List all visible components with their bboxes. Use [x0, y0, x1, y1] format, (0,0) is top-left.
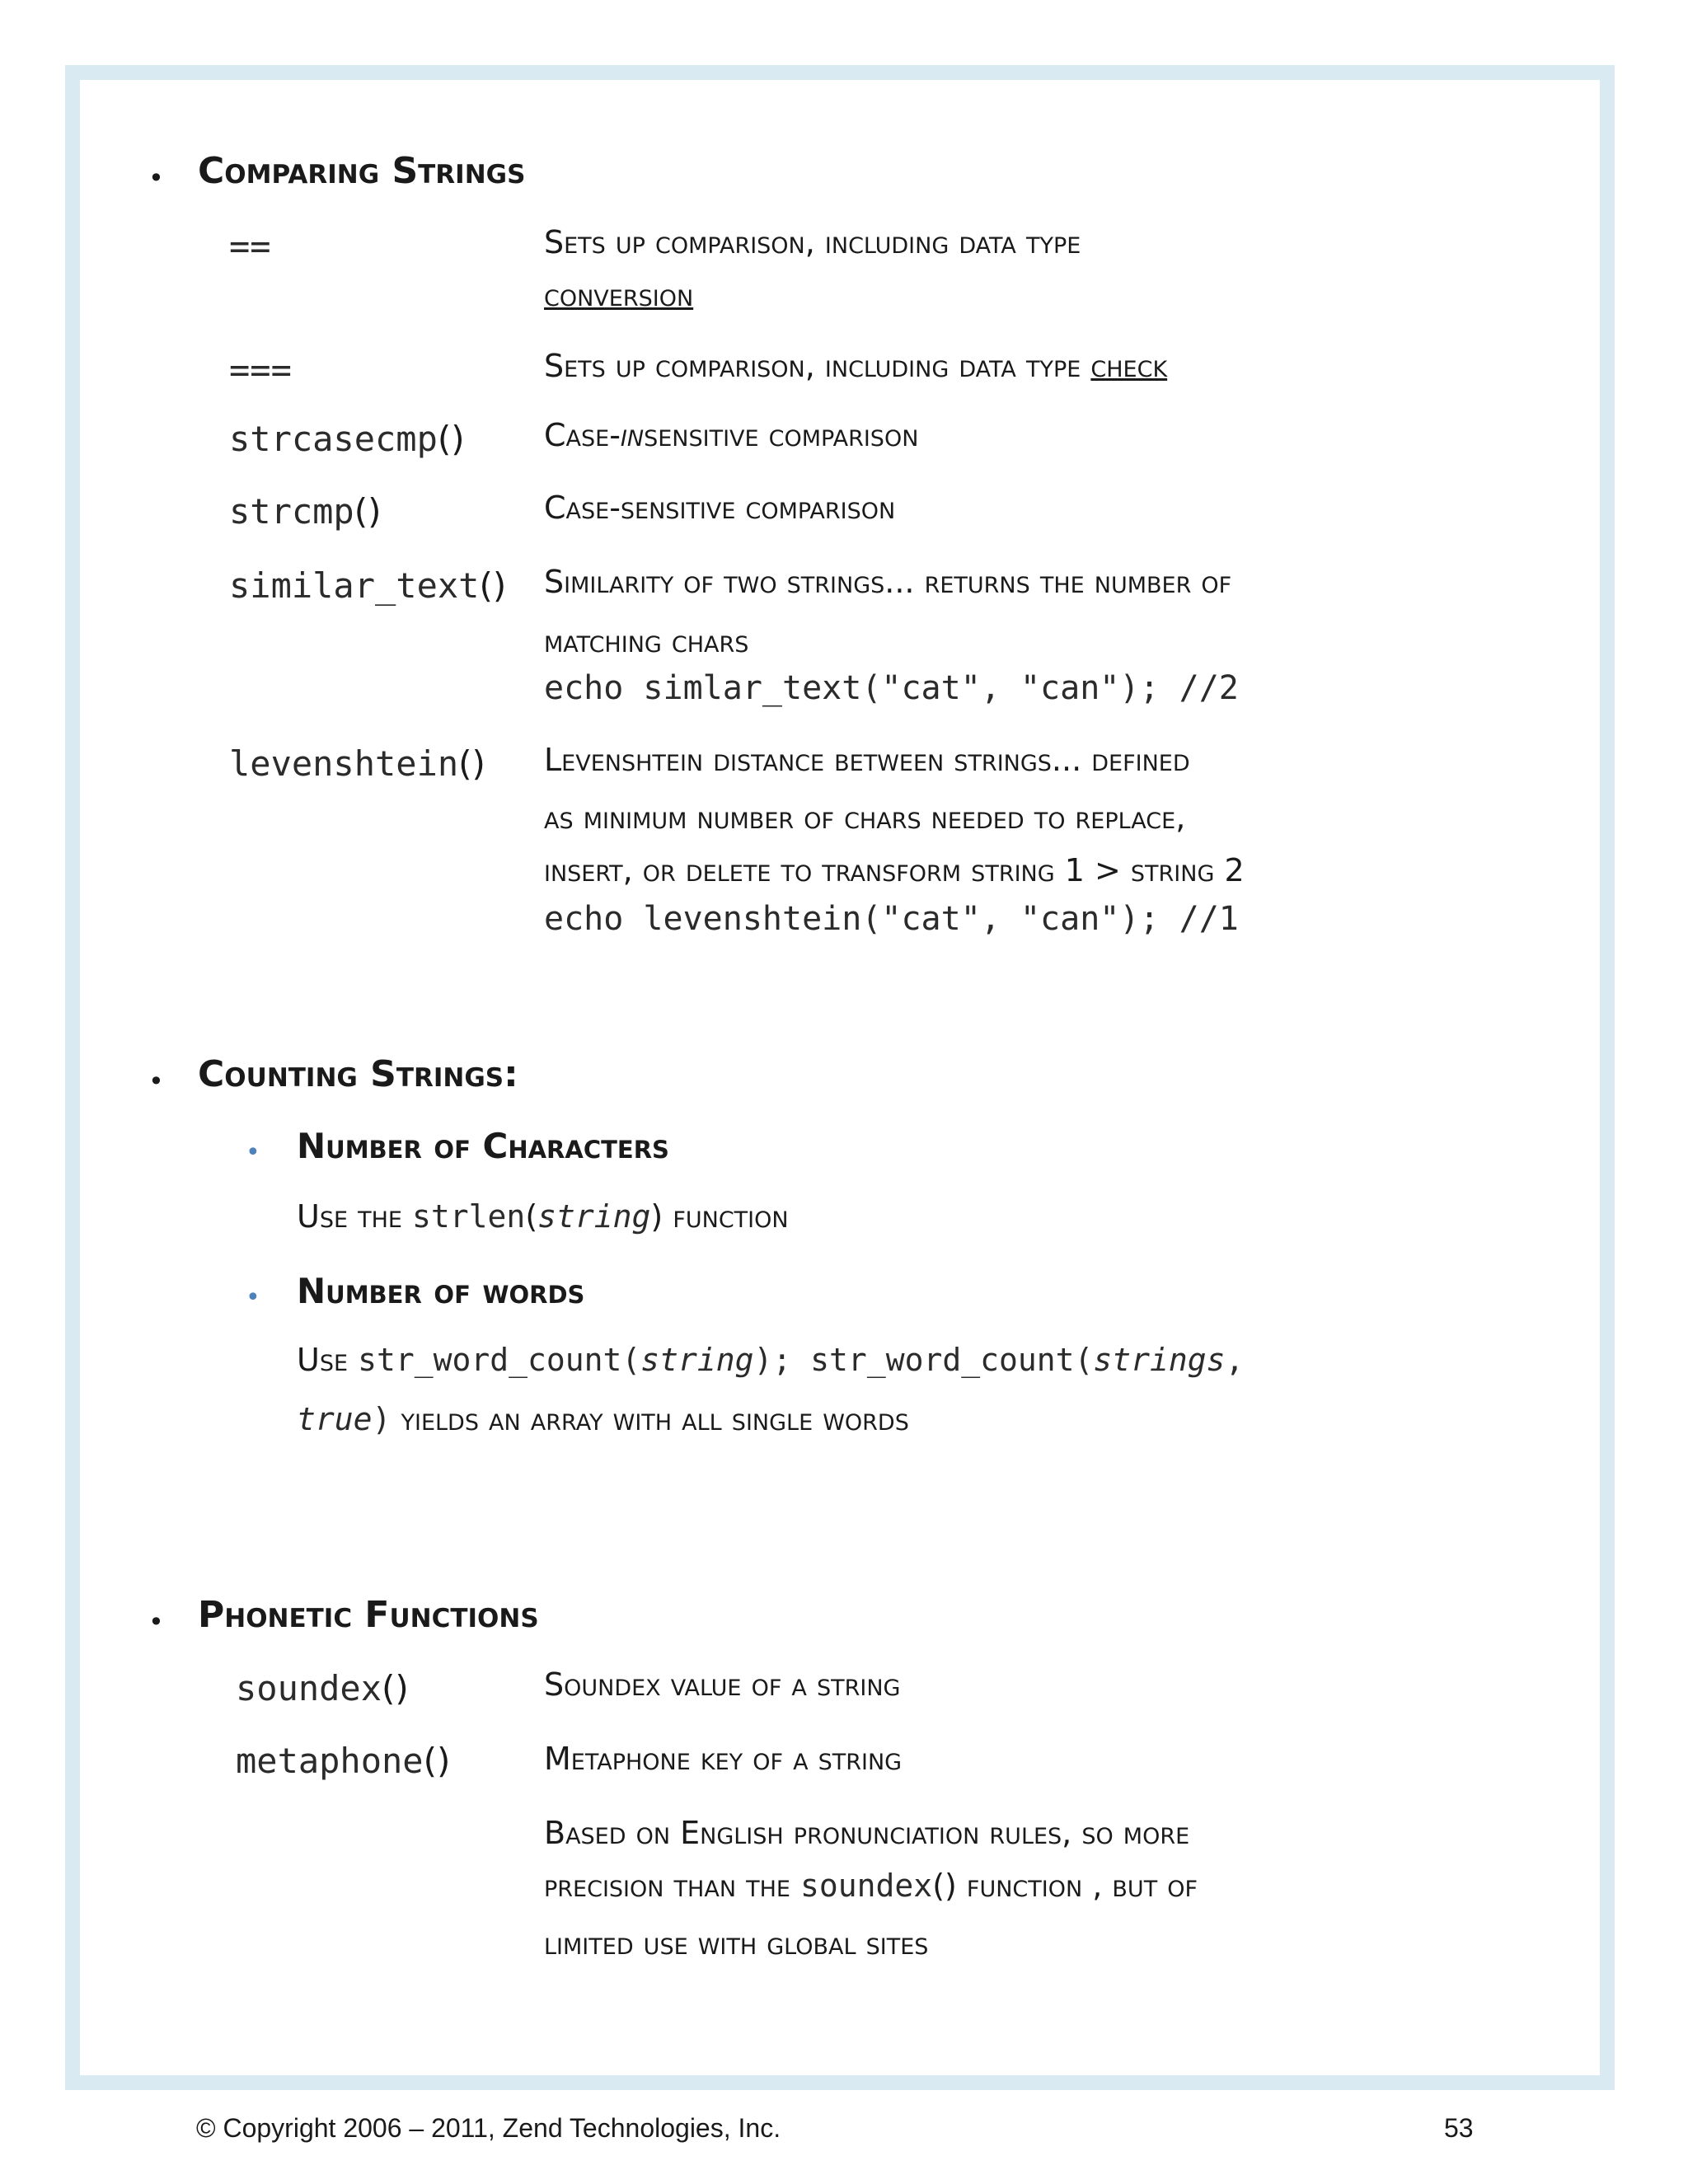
footer-copyright: © Copyright 2006 – 2011, Zend Technologies, Inc. — [196, 2113, 781, 2143]
desc-levenshtein-cont-2: insert, or delete to transform string 1 > string 2 — [544, 852, 1245, 888]
text-str-word-count: Use str_word_count(string); str_word_count(strings, — [297, 1342, 1245, 1378]
term-triple-equals: === — [229, 349, 292, 390]
desc-triple-equals: Sets up comparison, including data type check — [544, 348, 1168, 384]
note-metaphone-line2: precision than the soundex() function , but of — [544, 1868, 1198, 1904]
text-str-word-count-cont: true) yields an array with all single words — [297, 1401, 909, 1437]
desc-similar-text-cont: matching chars — [544, 623, 749, 659]
text-strlen: Use the strlen(string) function — [297, 1198, 789, 1235]
desc-similar-text: Similarity of two strings... returns the number of — [544, 564, 1232, 600]
term-strcmp: strcmp() — [229, 491, 382, 532]
sub-bullet: • — [246, 1283, 260, 1312]
term-soundex: soundex() — [236, 1668, 409, 1708]
term-metaphone: metaphone() — [236, 1741, 451, 1781]
subsection-title-words: Number of words — [297, 1271, 585, 1311]
sub-bullet: • — [246, 1138, 260, 1167]
footer-page-number: 53 — [1444, 2113, 1474, 2143]
desc-levenshtein: Levenshtein distance between strings... defined — [544, 742, 1190, 778]
term-strcasecmp: strcasecmp() — [229, 419, 465, 459]
term-double-equals: == — [229, 226, 271, 266]
term-levenshtein: levenshtein() — [229, 743, 485, 784]
desc-soundex: Soundex value of a string — [544, 1666, 901, 1703]
subsection-title-characters: Number of Characters — [297, 1126, 669, 1166]
section-title-comparing: Comparing Strings — [198, 150, 526, 192]
desc-strcmp: Case-sensitive comparison — [544, 490, 896, 526]
term-similar-text: similar_text() — [229, 565, 507, 606]
desc-double-equals: Sets up comparison, including data type — [544, 224, 1081, 260]
note-metaphone-line1: Based on English pronunciation rules, so more — [544, 1815, 1190, 1851]
bullet: • — [148, 1606, 164, 1638]
code-example-levenshtein: echo levenshtein("cat", "can"); //1 — [544, 900, 1239, 938]
desc-levenshtein-cont-1: as minimum number of chars needed to replace, — [544, 799, 1186, 836]
bullet: • — [148, 1066, 164, 1097]
bullet: • — [148, 162, 164, 194]
desc-strcasecmp: Case-insensitive comparison — [544, 417, 919, 453]
desc-metaphone: Metaphone key of a string — [544, 1741, 903, 1777]
desc-double-equals-cont: conversion — [544, 277, 694, 313]
section-title-counting: Counting Strings: — [198, 1053, 518, 1095]
code-example-similar-text: echo simlar_text("cat", "can"); //2 — [544, 669, 1239, 707]
section-title-phonetic: Phonetic Functions — [198, 1594, 539, 1636]
note-metaphone-line3: limited use with global sites — [544, 1925, 929, 1961]
